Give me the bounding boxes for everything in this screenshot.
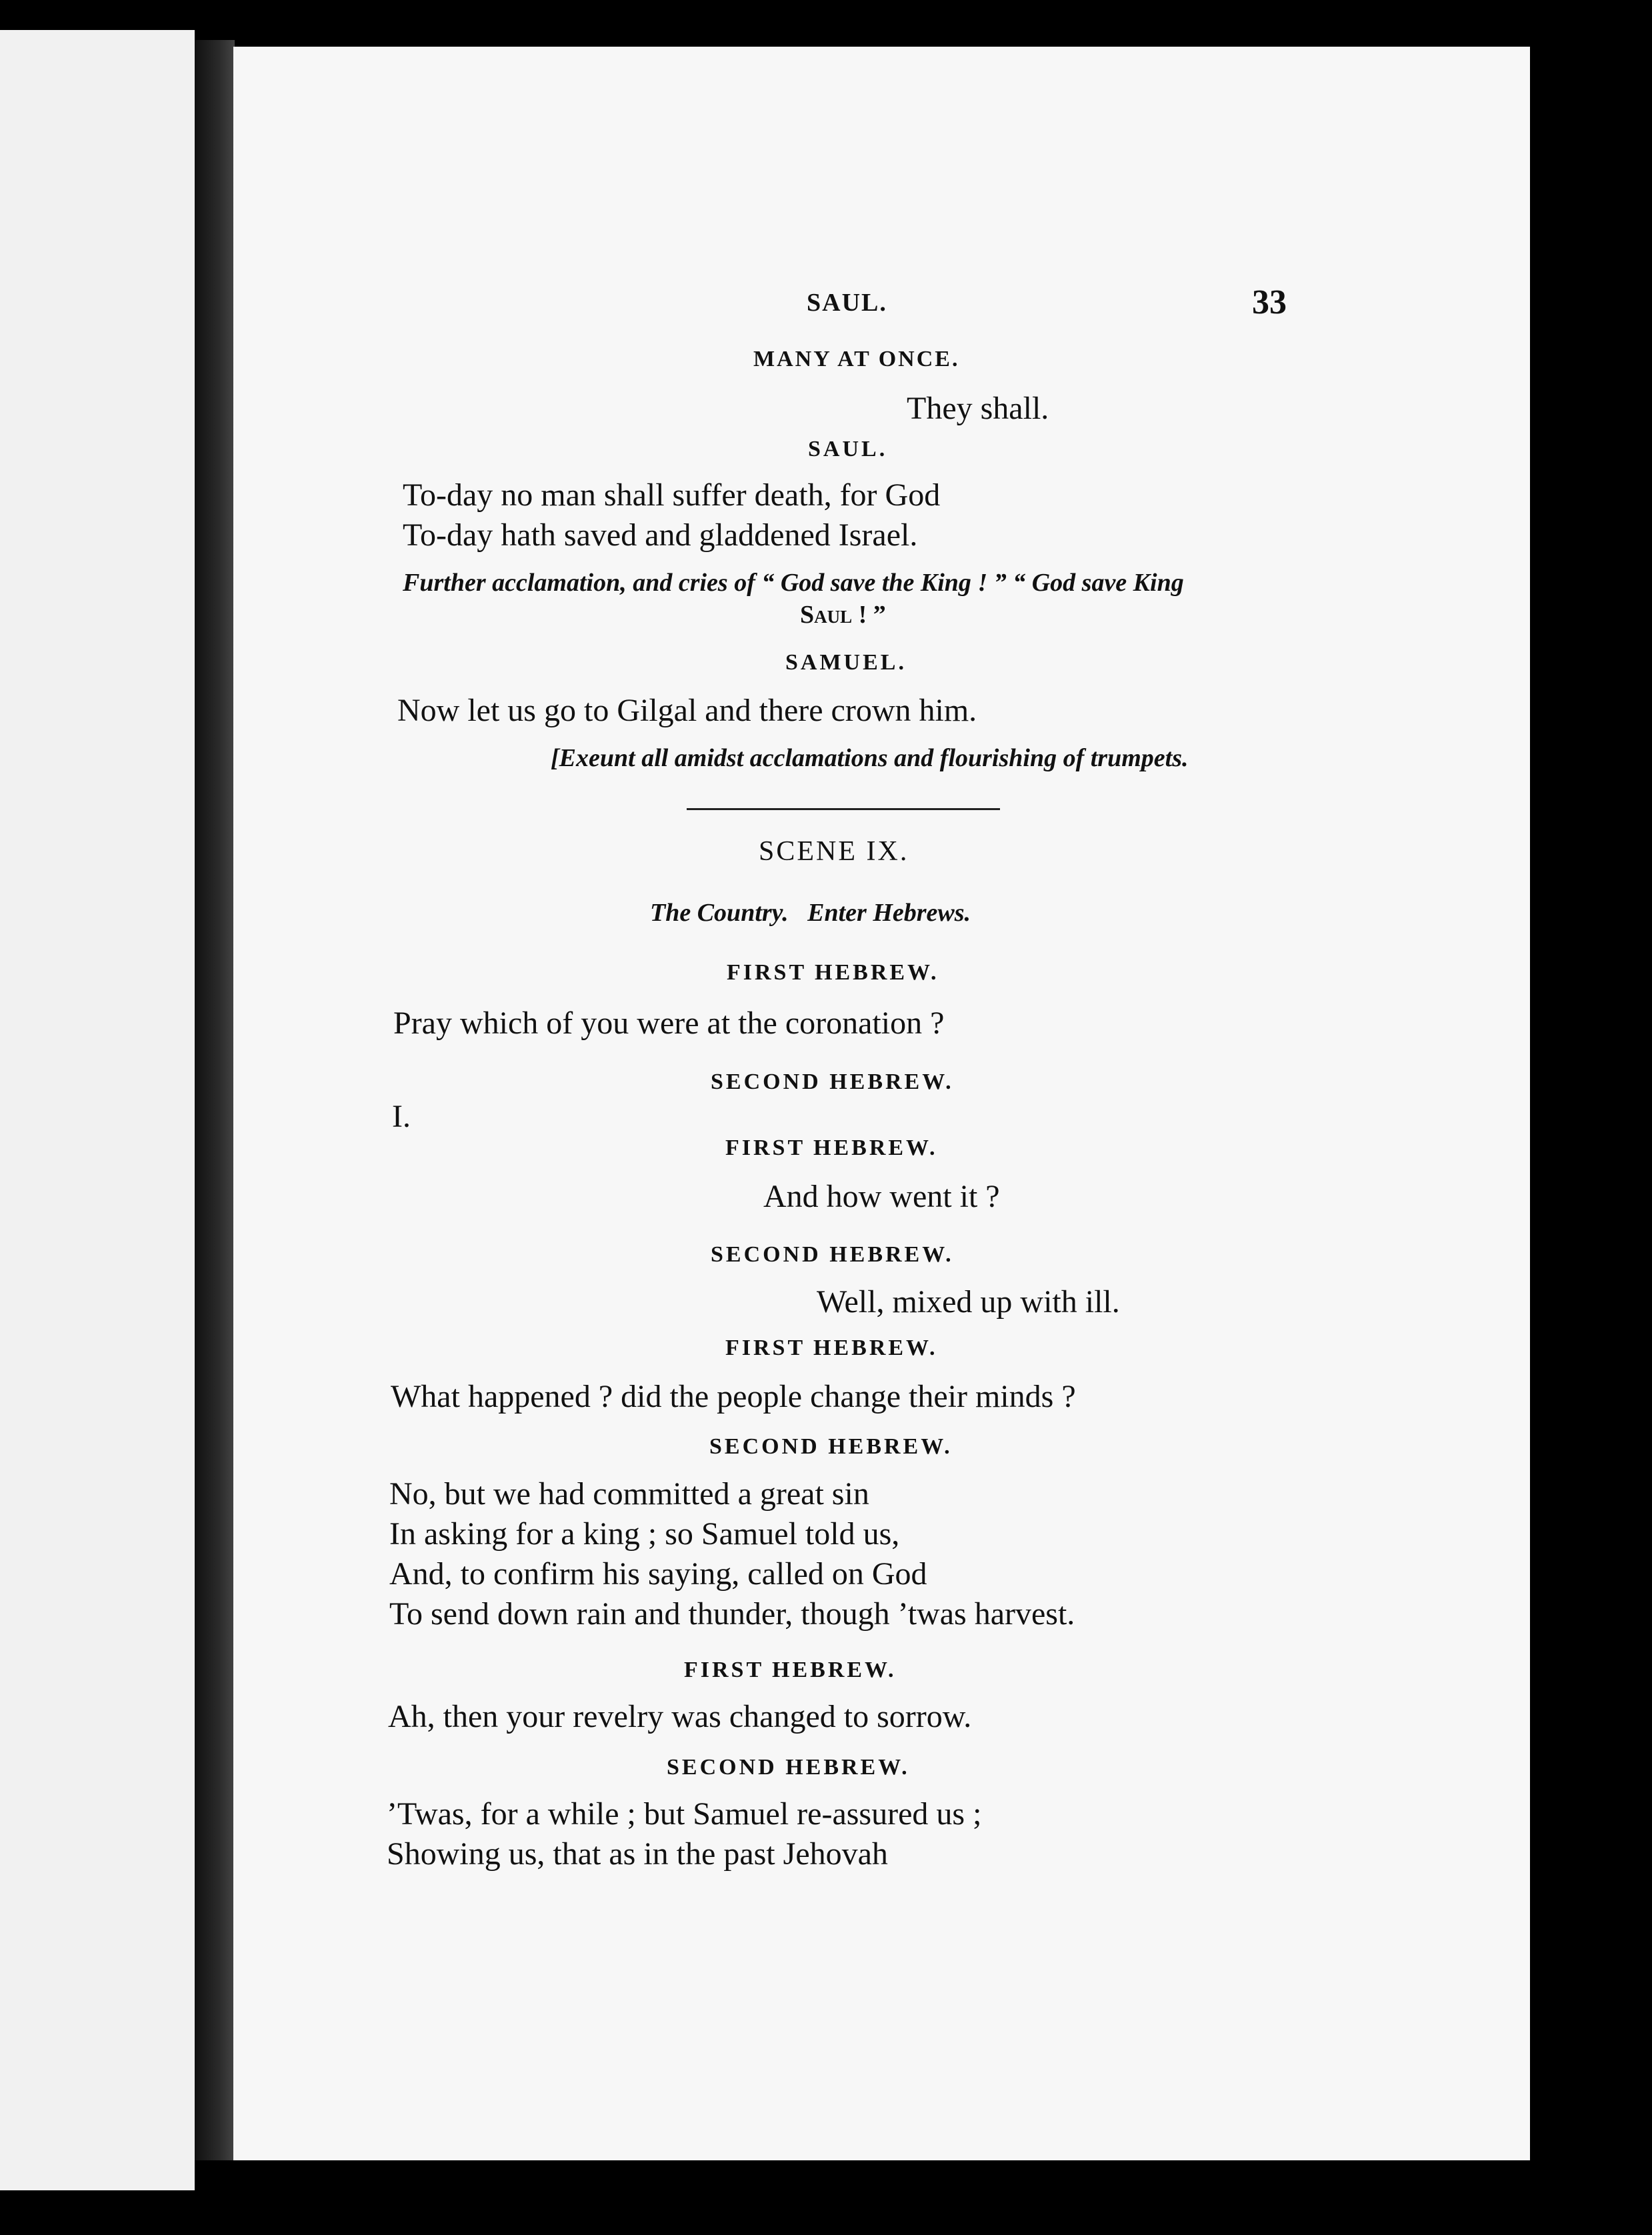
book-gutter (195, 40, 235, 2160)
verse-line: Pray which of you were at the coronation ? (393, 1005, 945, 1041)
verse-line: To-day hath saved and gladdened Israel. (403, 517, 918, 553)
verse-line: ’Twas, for a while ; but Samuel re-assured us ; (387, 1796, 982, 1832)
verse-line: In asking for a king ; so Samuel told us, (389, 1516, 900, 1552)
scene-heading: SCENE IX. (759, 836, 909, 867)
verse-line: I. (392, 1099, 411, 1134)
verse-line: To send down rain and thunder, though ’twas harvest. (389, 1596, 1075, 1632)
facing-page-edge (0, 30, 195, 2190)
verse-line: To-day no man shall suffer death, for God (403, 477, 941, 513)
stage-direction: Further acclamation, and cries of “ God save the King ! ” “ God save King (403, 569, 1184, 597)
verse-line: And, to confirm his saying, called on God (389, 1556, 927, 1592)
speaker-first-hebrew: FIRST HEBREW. (727, 960, 939, 985)
verse-line: Well, mixed up with ill. (817, 1284, 1120, 1320)
scene-divider (687, 808, 1000, 810)
stage-direction: Saul ! ” (800, 601, 886, 629)
verse-line: Ah, then your revelry was changed to sorrow. (388, 1699, 972, 1734)
verse-line: Showing us, that as in the past Jehovah (387, 1836, 888, 1872)
speaker-second-hebrew: SECOND HEBREW. (711, 1242, 954, 1267)
speaker-first-hebrew: FIRST HEBREW. (725, 1336, 938, 1360)
speaker-second-hebrew: SECOND HEBREW. (711, 1069, 954, 1094)
verse-line: They shall. (907, 391, 1049, 426)
scene-setting: The Country. Enter Hebrews. (650, 899, 971, 927)
speaker-second-hebrew: SECOND HEBREW. (709, 1434, 953, 1459)
verse-line: What happened ? did the people change their minds ? (391, 1379, 1076, 1414)
verse-line: No, but we had committed a great sin (389, 1476, 869, 1512)
speaker-saul: SAUL. (808, 437, 888, 461)
speaker-first-hebrew: FIRST HEBREW. (725, 1136, 938, 1160)
verse-line: Now let us go to Gilgal and there crown him. (397, 693, 977, 728)
speaker-first-hebrew: FIRST HEBREW. (684, 1658, 897, 1682)
speaker-many-at-once: MANY AT ONCE. (753, 347, 960, 371)
stage-direction-exeunt: [Exeunt all amidst acclamations and flourishing of trumpets. (551, 744, 1189, 772)
page-right-border (1530, 273, 1652, 2160)
verse-line: And how went it ? (763, 1179, 1000, 1214)
running-head: SAUL. (807, 289, 887, 317)
speaker-second-hebrew: SECOND HEBREW. (667, 1755, 910, 1780)
speaker-samuel: SAMUEL. (785, 650, 907, 675)
page-number: 33 (1252, 283, 1287, 321)
